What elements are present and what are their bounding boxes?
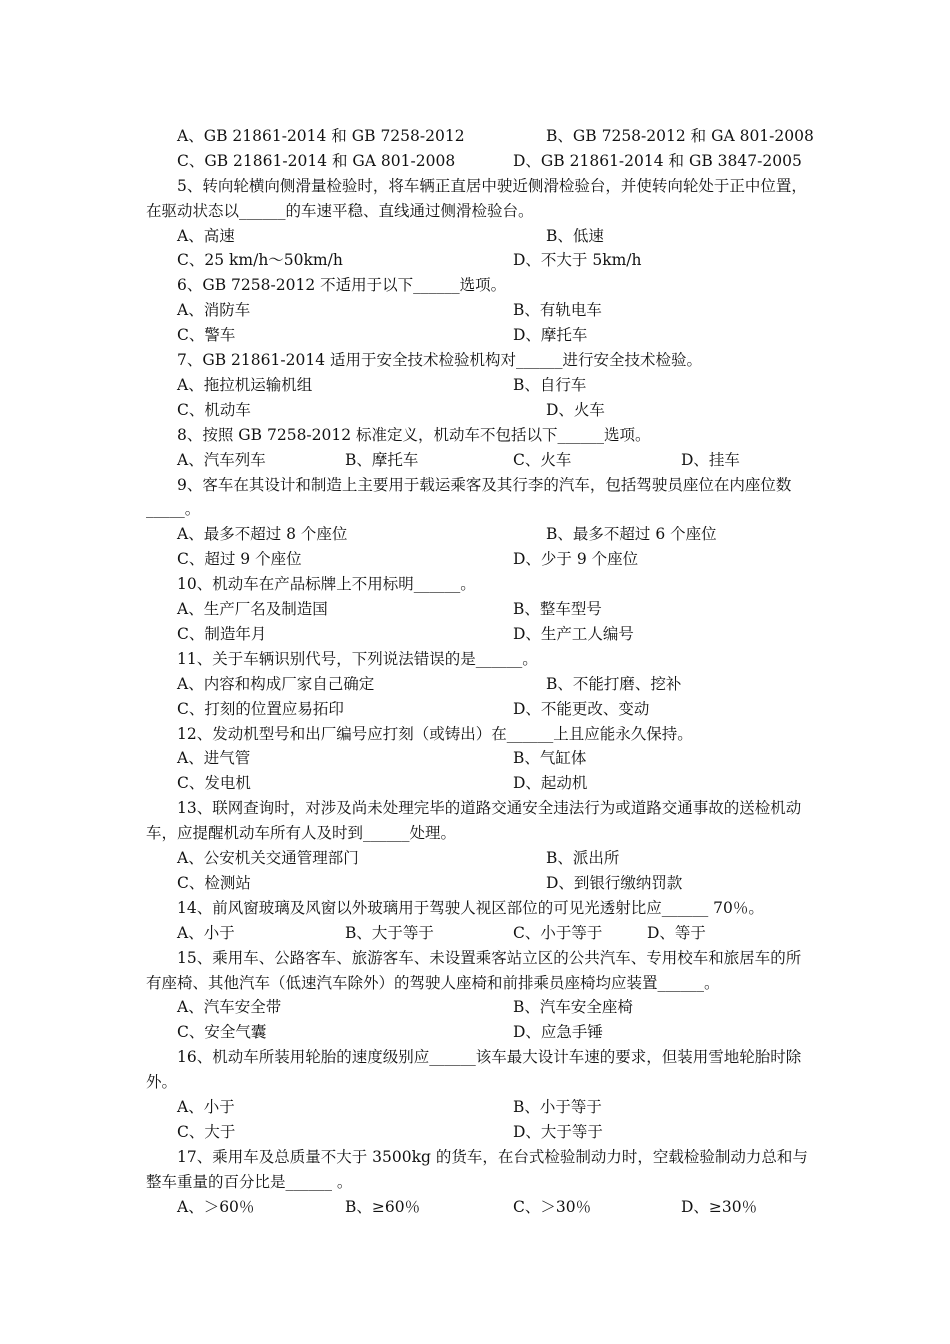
question-stem: 17、乘用车及总质量不大于 3500kg 的货车，在台式检验制动力时，空载检验制动力总和与整车重量的百分比是______ 。 — [146, 1147, 808, 1191]
option-d: D、等于 — [647, 923, 706, 942]
option-b: B、不能打磨、挖补 — [546, 674, 682, 693]
option-c: C、GB 21861-2014 和 GA 801-2008 — [177, 151, 456, 170]
option-b: B、摩托车 — [345, 450, 419, 469]
question-stem: 11、关于车辆识别代号，下列说法错误的是______。 — [177, 649, 538, 668]
option-d: D、生产工人编号 — [513, 624, 634, 643]
option-c: C、安全气囊 — [177, 1023, 267, 1042]
option-d: D、不大于 5km/h — [513, 251, 642, 270]
option-d: D、大于等于 — [513, 1122, 603, 1141]
options-row — [146, 1020, 810, 1045]
options-row — [146, 149, 810, 174]
option-c: C、发电机 — [177, 774, 251, 793]
option-a: A、GB 21861-2014 和 GB 7258-2012 — [177, 127, 465, 145]
question-stem: 14、前风窗玻璃及风窗以外玻璃用于驾驶人视区部位的可见光透射比应______ 70％。 — [177, 898, 764, 917]
options-row — [146, 697, 810, 722]
options-row — [146, 672, 810, 697]
options-row — [146, 622, 810, 647]
option-c: C、大于 — [177, 1122, 236, 1141]
option-c: C、25 km/h～50km/h — [177, 251, 343, 270]
question-list — [146, 124, 814, 1219]
option-b: B、整车型号 — [513, 600, 602, 619]
options-row — [146, 871, 810, 896]
option-a: A、汽车安全带 — [177, 998, 282, 1017]
option-a: A、小于 — [177, 1098, 235, 1116]
options-row — [146, 124, 814, 149]
option-c: C、机动车 — [177, 400, 251, 419]
option-b: B、大于等于 — [345, 923, 434, 942]
option-c: C、制造年月 — [177, 624, 267, 643]
question-stem: 13、联网查询时，对涉及尚未处理完毕的道路交通安全违法行为或道路交通事故的送检机动车，应提醒机动车所有人及时到______处理。 — [146, 799, 802, 843]
question-stem: 16、机动车所装用轮胎的速度级别应______该车最大设计车速的要求，但装用雪地轮胎时除外。 — [146, 1048, 802, 1092]
option-a: A、内容和构成厂家自己确定 — [177, 674, 375, 693]
option-c: C、火车 — [513, 450, 572, 469]
options-row — [146, 547, 810, 572]
option-a: A、最多不超过 8 个座位 — [177, 525, 348, 544]
option-b: B、低速 — [546, 226, 604, 245]
options-row — [146, 846, 810, 871]
options-row — [146, 771, 810, 796]
option-b: B、派出所 — [546, 849, 620, 868]
question-stem: 15、乘用车、公路客车、旅游客车、未设置乘客站立区的公共汽车、专用校车和旅居车的所有座椅、其他汽车（低速汽车除外）的驾驶人座椅和前排乘员座椅均应装置______。 — [146, 948, 802, 992]
options-row — [146, 597, 810, 622]
options-row — [146, 448, 810, 473]
options-row — [146, 995, 810, 1020]
option-a: A、消防车 — [177, 301, 251, 320]
option-d: D、不能更改、变动 — [513, 699, 650, 718]
options-row — [146, 224, 810, 249]
option-a: A、进气管 — [177, 749, 251, 768]
option-c: C、打刻的位置应易拓印 — [177, 699, 344, 718]
option-b: B、有轨电车 — [513, 301, 602, 320]
option-a: A、拖拉机运输机组 — [177, 375, 313, 394]
option-a: A、汽车列车 — [177, 450, 266, 469]
question-stem: 6、GB 7258-2012 不适用于以下______选项。 — [177, 276, 507, 295]
option-a: A、公安机关交通管理部门 — [177, 849, 359, 868]
option-d: D、摩托车 — [513, 326, 588, 345]
option-d: D、挂车 — [681, 450, 740, 469]
option-a: A、生产厂名及制造国 — [177, 600, 328, 619]
options-row — [146, 248, 810, 273]
option-d: D、少于 9 个座位 — [513, 550, 639, 569]
options-row — [146, 1195, 810, 1220]
option-d: D、GB 21861-2014 和 GB 3847-2005 — [513, 151, 802, 170]
option-b: B、汽车安全座椅 — [513, 998, 633, 1017]
options-row — [146, 522, 810, 547]
question-stem: 9、客车在其设计和制造上主要用于载运乘客及其行李的汽车，包括驾驶员座位在内座位数_____。 — [146, 475, 792, 519]
options-row — [146, 398, 810, 423]
option-d: D、起动机 — [513, 774, 588, 793]
option-c: C、＞30％ — [513, 1197, 592, 1216]
option-b: B、最多不超过 6 个座位 — [546, 525, 717, 544]
option-d: D、到银行缴纳罚款 — [546, 873, 683, 892]
options-row — [146, 921, 810, 946]
option-a: A、高速 — [177, 226, 235, 245]
question-stem: 8、按照 GB 7258-2012 标准定义，机动车不包括以下______选项。 — [177, 425, 651, 444]
options-row — [146, 1095, 810, 1120]
option-a: A、＞60％ — [177, 1197, 255, 1216]
option-a: A、小于 — [177, 923, 235, 942]
options-row — [146, 323, 810, 348]
option-b: B、自行车 — [513, 375, 587, 394]
option-d: D、火车 — [546, 400, 605, 419]
option-c: C、警车 — [177, 326, 236, 345]
option-c: C、小于等于 — [513, 923, 603, 942]
option-d: D、≥30％ — [681, 1197, 758, 1216]
option-c: C、超过 9 个座位 — [177, 550, 302, 569]
option-c: C、检测站 — [177, 873, 251, 892]
option-b: B、GB 7258-2012 和 GA 801-2008 — [546, 127, 814, 145]
option-b: B、≥60％ — [345, 1197, 421, 1216]
question-stem: 10、机动车在产品标牌上不用标明______。 — [177, 575, 476, 594]
options-row — [146, 373, 810, 398]
option-b: B、小于等于 — [513, 1098, 602, 1116]
option-b: B、气缸体 — [513, 749, 587, 768]
question-stem: 5、转向轮横向侧滑量检验时，将车辆正直居中驶近侧滑检验台，并使转向轮处于正中位置，在驱动状态以______的车速平稳、直线通过侧滑检验台。 — [146, 176, 807, 220]
question-stem: 12、发动机型号和出厂编号应打刻（或铸出）在______上且应能永久保持。 — [177, 724, 693, 743]
options-row — [146, 298, 810, 323]
options-row — [146, 1120, 810, 1145]
options-row — [146, 746, 810, 771]
question-stem: 7、GB 21861-2014 适用于安全技术检验机构对______进行安全技术检验。 — [177, 351, 702, 370]
option-d: D、应急手锤 — [513, 1023, 603, 1042]
